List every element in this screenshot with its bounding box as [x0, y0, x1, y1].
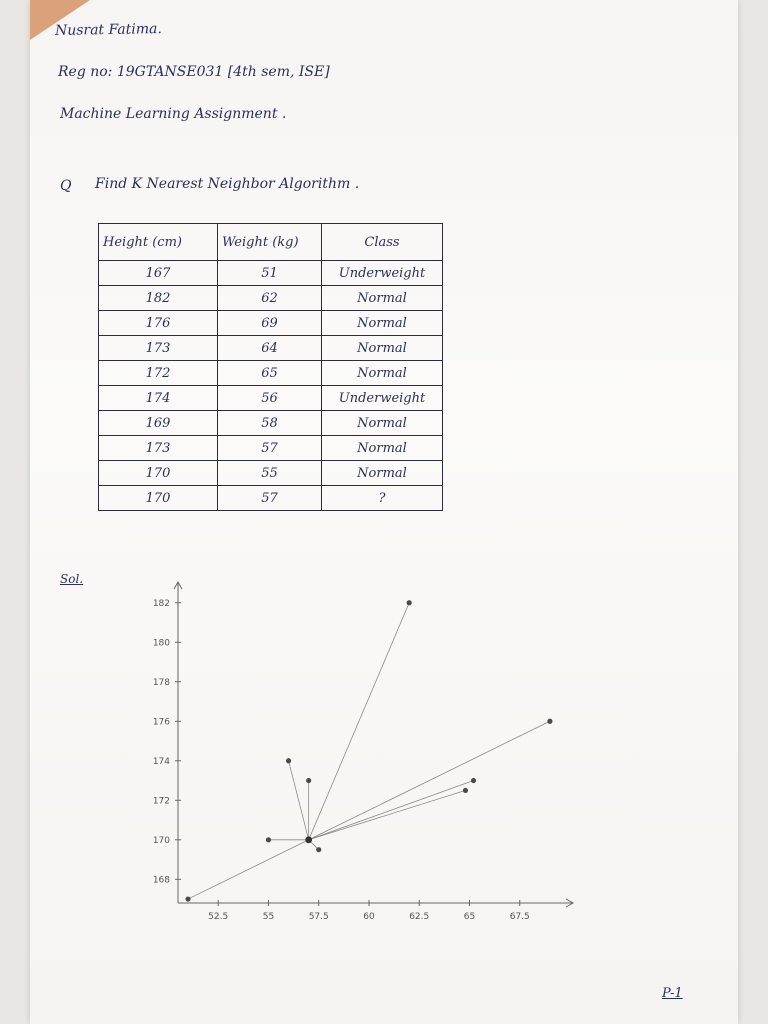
cell-height: 169 [99, 411, 218, 436]
cell-height: 170 [99, 461, 218, 486]
header-weight: Weight (kg) [218, 224, 322, 261]
solution-label: Sol. [60, 572, 84, 586]
student-name: Nusrat Fatima. [54, 21, 162, 39]
distance-line [309, 790, 466, 839]
distance-line [289, 761, 309, 840]
cell-weight: 55 [218, 461, 322, 486]
y-tick-label: 176 [152, 717, 170, 728]
table-row [99, 311, 443, 336]
cell-height: 170 [99, 486, 218, 511]
x-tick-label: 60 [363, 912, 375, 922]
data-points [185, 600, 552, 901]
data-point [185, 896, 190, 901]
data-table [98, 223, 443, 511]
cell-height: 167 [99, 261, 218, 286]
header-class: Class [322, 224, 443, 261]
distance-line [309, 721, 550, 840]
distance-lines [188, 603, 550, 899]
table-row [99, 286, 443, 311]
cell-class: Normal [322, 411, 443, 436]
cell-height: 173 [99, 336, 218, 361]
cell-height: 182 [99, 286, 218, 311]
y-tick-label: 174 [152, 756, 170, 767]
page-number: P-1 [662, 986, 683, 1001]
assignment-title: Machine Learning Assignment . [60, 106, 287, 122]
data-point [407, 600, 412, 605]
cell-height: 173 [99, 436, 218, 461]
table-row [99, 361, 443, 386]
cell-class: Underweight [322, 261, 443, 286]
cell-class: ? [322, 486, 443, 511]
table-row [99, 436, 443, 461]
cell-height: 176 [99, 311, 218, 336]
cell-class: Normal [322, 436, 443, 461]
x-tick-label: 52.5 [208, 912, 229, 922]
cell-class: Normal [322, 286, 443, 311]
plot-axes [174, 582, 573, 907]
data-point [463, 788, 468, 793]
header-height: Height (cm) [99, 224, 218, 261]
cell-weight: 56 [218, 386, 322, 411]
cell-weight: 51 [218, 261, 322, 286]
registration-number: Reg no: 19GTANSE031 [4th sem, ISE] [58, 64, 330, 80]
cell-weight: 58 [218, 411, 322, 436]
cell-class: Normal [322, 461, 443, 486]
distance-line [188, 840, 309, 899]
cell-weight: 65 [218, 361, 322, 386]
knn-scatter-plot [130, 575, 590, 925]
y-tick-label: 168 [152, 875, 170, 886]
data-point [286, 758, 291, 763]
x-tick-label: 55 [262, 912, 275, 922]
cell-weight: 64 [218, 336, 322, 361]
tick-labels [153, 599, 530, 922]
table-row [99, 461, 443, 486]
cell-class: Normal [322, 311, 443, 336]
distance-line [309, 781, 474, 840]
question-marker: Q [60, 178, 72, 194]
cell-weight: 57 [218, 436, 322, 461]
data-point [306, 778, 311, 783]
cell-height: 174 [99, 386, 218, 411]
cell-class: Normal [322, 361, 443, 386]
cell-weight: 57 [218, 486, 322, 511]
cell-weight: 62 [218, 286, 322, 311]
x-tick-label: 62.5 [409, 912, 430, 922]
table-row [99, 336, 443, 361]
cell-height: 172 [99, 361, 218, 386]
y-tick-label: 172 [152, 796, 170, 807]
question-text: Find K Nearest Neighbor Algorithm . [95, 176, 360, 192]
table-row [99, 411, 443, 436]
data-point [547, 719, 552, 724]
data-point [316, 847, 321, 852]
distance-line [309, 603, 410, 840]
x-tick-label: 65 [463, 912, 476, 922]
table-row [99, 386, 443, 411]
x-tick-label: 67.5 [509, 912, 530, 922]
query-point [305, 836, 312, 843]
y-tick-label: 182 [152, 598, 170, 609]
table-row [99, 486, 443, 511]
cell-weight: 69 [218, 311, 322, 336]
y-tick-label: 170 [152, 835, 170, 846]
data-point [266, 837, 271, 842]
table-row [99, 261, 443, 286]
table-header-row [99, 224, 443, 261]
y-tick-label: 180 [152, 638, 170, 649]
cell-class: Normal [322, 336, 443, 361]
x-tick-label: 57.5 [308, 912, 329, 922]
data-point [471, 778, 476, 783]
cell-class: Underweight [322, 386, 443, 411]
y-tick-label: 178 [152, 677, 170, 688]
